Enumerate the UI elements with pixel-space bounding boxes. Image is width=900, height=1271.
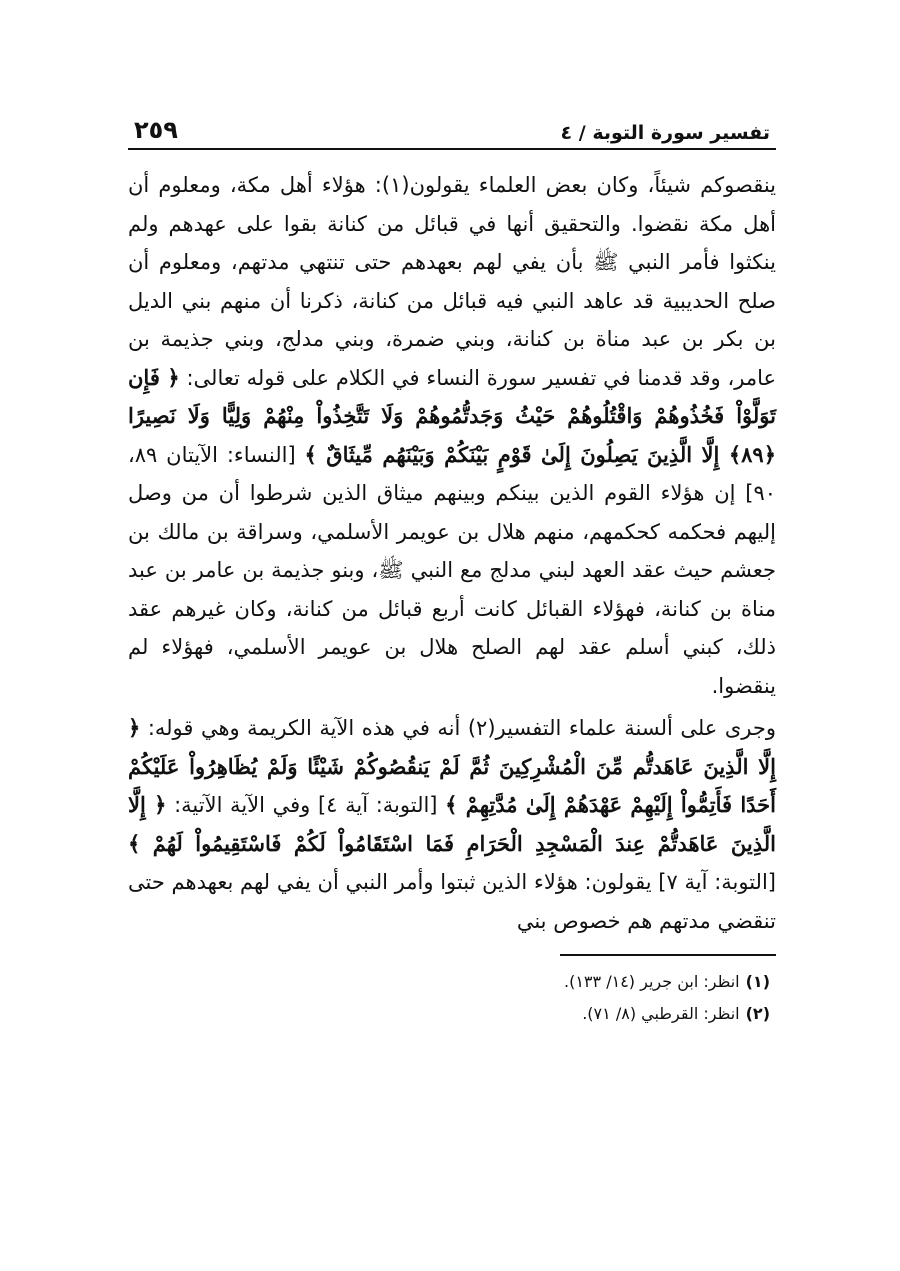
footnote-ref-2: (٢) xyxy=(467,716,496,740)
paragraph-2-text-a: وجرى على ألسنة علماء التفسير xyxy=(495,716,776,740)
paragraph-2 xyxy=(128,709,776,940)
paragraph-1-text-a: ينقصوكم شيئاً، وكان بعض العلماء يقولون xyxy=(409,173,776,197)
footnote-1-text: انظر: ابن جرير (١٤/ ١٣٣). xyxy=(564,972,740,991)
running-title: تفسير سورة التوبة / ٤ xyxy=(560,122,770,144)
footnote-1-number: (١) xyxy=(745,972,770,991)
header-rule xyxy=(128,148,776,150)
quran-verse-tawbah-7: ﴿ إِلَّا الَّذِينَ عَاهَدتُّمْ عِندَ الْمَسْجِدِ الْحَرَامِ فَمَا اسْتَقَامُواْ لَكُمْ فَاسْتَقِيمُواْ لَهُمْ ﴾ xyxy=(128,792,776,856)
page-number: ٢٥٩ xyxy=(134,116,178,144)
main-text xyxy=(128,166,776,940)
paragraph-2-text-d: [التوبة: آية ٧] يقولون: هؤلاء الذين ثبتوا وأمر النبي أن يفي لهم بعهدهم حتى تنقضي مدتهم هم خصوص بني xyxy=(128,870,776,933)
paragraph-1-text-c: [النساء: الآيتان ٨٩، ٩٠] إن هؤلاء القوم الذين بينكم وبينهم ميثاق الذين شرطوا أن من وصل إليهم فحكمه كحكمهم، منهم هلال بن عويمر الأسلمي، وسراقة بن مالك بن جعشم حيث عقد العهد لبني مدلج مع النبي ﷺ، وبنو جذيمة بن عامر بن عبد مناة بن كنانة، فهؤلاء القبائل كانت أربع قبائل من كنانة، وكان غيرهم عقد ذلك، كبني أسلم عقد لهم الصلح هلال بن عويمر الأسلمي، فهؤلاء لم ينقضوا. xyxy=(128,442,776,698)
footnote-1 xyxy=(128,966,770,998)
footnote-2 xyxy=(128,998,770,1030)
footnotes xyxy=(128,966,776,1030)
running-header xyxy=(128,100,776,144)
paragraph-2-text-c: [التوبة: آية ٤] وفي الآية الآتية: xyxy=(166,793,446,817)
quran-verse-tawbah-4: ﴿ إِلَّا الَّذِينَ عَاهَدتُّم مِّنَ الْمُشْرِكِينَ ثُمَّ لَمْ يَنقُصُوكُمْ شَيْئًا وَلَمْ يُظَاهِرُواْ عَلَيْكُمْ أَحَدًا فَأَتِمُّواْ إِلَيْهِمْ عَهْدَهُمْ إِلَىٰ مُدَّتِهِمْ ﴾ xyxy=(128,715,777,817)
quran-verse-nisa: ﴿ فَإِن تَوَلَّوْاْ فَخُذُوهُمْ وَاقْتُلُوهُمْ حَيْثُ وَجَدتُّمُوهُمْ وَلَا تَتَّخِذُواْ مِنْهُمْ وَلِيًّا وَلَا نَصِيرًا ﴿٨٩﴾ إِلَّا الَّذِينَ يَصِلُونَ إِلَىٰ قَوْمٍ بَيْنَكُمْ وَبَيْنَهُم مِّيثَاقٌ ﴾ xyxy=(128,364,777,467)
footnote-2-text: انظر: القرطبي (٨/ ٧١). xyxy=(582,1004,740,1023)
footnote-2-number: (٢) xyxy=(745,1004,770,1023)
paragraph-1-text-b: : هؤلاء أهل مكة، ومعلوم أن أهل مكة نقضوا. والتحقيق أنها في قبائل من كنانة بقوا على عهدهم ولم ينكثوا فأمر النبي ﷺ بأن يفي لهم بعهدهم حتى تنتهي مدتهم، ومعلوم أن صلح الحديبية قد عاهد النبي فيه قبائل من كنانة، ذكرنا أن منهم بني الديل بن بكر بن عبد مناة بن كنانة، وبني ضمرة، وبني مدلج، وبني جذيمة بن عامر، وقد قدمنا في تفسير سورة النساء في الكلام على قوله تعالى: xyxy=(128,173,776,390)
book-page xyxy=(128,100,776,1030)
footnote-ref-1: (١) xyxy=(381,173,410,197)
paragraph-2-text-b: أنه في هذه الآية الكريمة وهي قوله: xyxy=(140,716,468,740)
footnote-separator xyxy=(560,954,776,956)
paragraph-1 xyxy=(128,166,776,705)
